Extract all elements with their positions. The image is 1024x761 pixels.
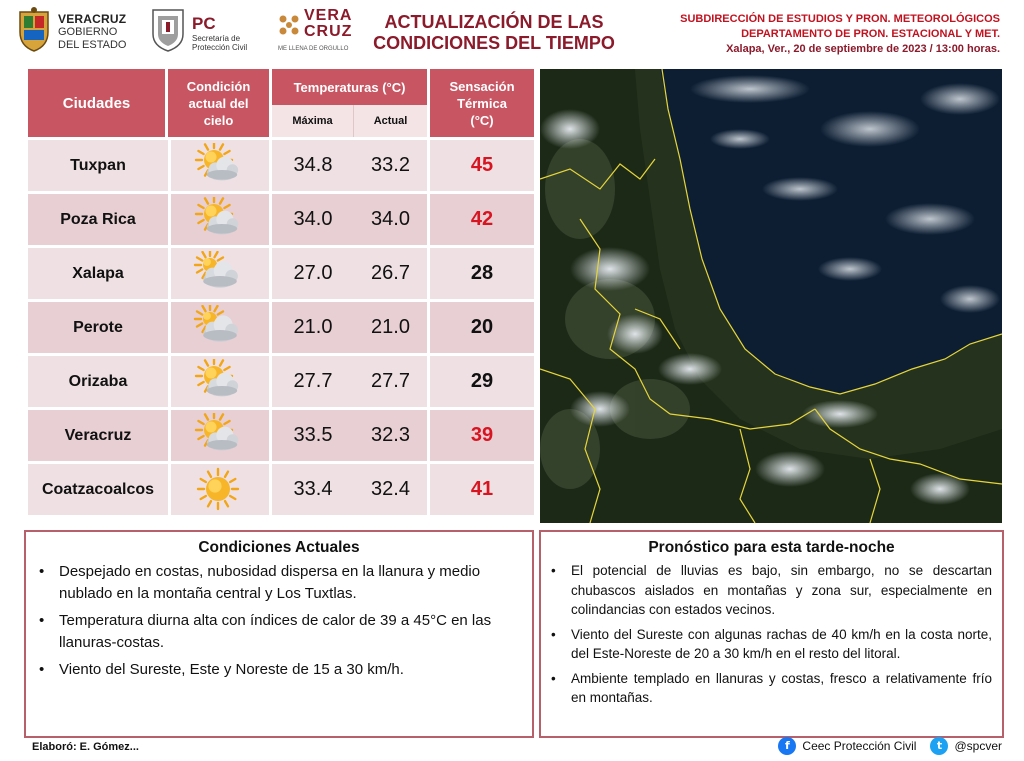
table-row [28, 461, 534, 515]
header-condicion [168, 69, 272, 137]
sky-condition [168, 137, 272, 191]
temp-actual: 32.3 [354, 407, 430, 461]
gov-logo-line1: VERACRUZ [58, 12, 127, 26]
temp-max: 27.0 [272, 245, 354, 299]
heat-index: 28 [430, 245, 534, 299]
pc-logo-title: PC [192, 14, 216, 33]
sky-condition [168, 299, 272, 353]
author-credit: Elaboró: E. Gómez... [32, 741, 139, 753]
condiciones-item: • Temperatura diurna alta con índices de calor de 39 a 45°C en las llanuras-costas. [59, 610, 522, 654]
table-row [28, 191, 534, 245]
mostly-cloudy-icon [192, 305, 248, 351]
temp-actual: 21.0 [354, 299, 430, 353]
table-row [28, 299, 534, 353]
partly-cloudy-icon [192, 413, 248, 459]
coat-of-arms-icon [16, 6, 52, 52]
city-name: Xalapa [28, 245, 168, 299]
gov-logo-line3: DEL ESTADO [58, 39, 127, 51]
pronostico-list [541, 561, 1002, 708]
issue-date: Xalapa, Ver., 20 de septiembre de 2023 / 13:00 horas. [726, 43, 1000, 55]
departamento-text: DEPARTAMENTO DE PRON. ESTACIONAL Y MET. [741, 28, 1000, 40]
pronostico-item: • El potencial de lluvias es bajo, sin embargo, no se descartan chubascos aislados en montañas y zona sur, especialmente en colindancias con estados vecinos. [571, 561, 992, 620]
temp-actual: 34.0 [354, 191, 430, 245]
header-condicion-l3: cielo [203, 112, 234, 128]
pc-logo-line2: Protección Civil [192, 43, 248, 52]
temp-actual: 33.2 [354, 137, 430, 191]
temp-actual: 26.7 [354, 245, 430, 299]
header-actual: Actual [354, 105, 430, 137]
proteccion-civil-logo [150, 6, 260, 56]
condiciones-actuales-box [24, 530, 534, 738]
pronostico-item: • Viento del Sureste con algunas rachas de 40 km/h en la costa norte, del Este-Noreste de 20 a 30 km/h en el resto del litoral. [571, 625, 992, 664]
heat-index: 45 [430, 137, 534, 191]
social-links [778, 737, 1002, 755]
city-name: Coatzacoalcos [28, 461, 168, 515]
header-maxima: Máxima [272, 105, 354, 137]
page-header [0, 0, 1024, 66]
city-name: Veracruz [28, 407, 168, 461]
heat-index: 41 [430, 461, 534, 515]
veracruz-brand-logo [276, 6, 354, 60]
pc-logo-line1: Secretaría de [192, 34, 241, 43]
heat-index: 39 [430, 407, 534, 461]
heat-index: 20 [430, 299, 534, 353]
facebook-link[interactable]: Ceec Protección Civil [802, 739, 917, 753]
temp-actual: 27.7 [354, 353, 430, 407]
gov-logo-line2: GOBIERNO [58, 26, 118, 38]
city-name: Orizaba [28, 353, 168, 407]
condiciones-title: Condiciones Actuales [198, 539, 360, 556]
temp-max: 34.0 [272, 191, 354, 245]
header-sensacion [430, 69, 534, 137]
temp-max: 33.5 [272, 407, 354, 461]
facebook-icon[interactable]: f [778, 737, 796, 755]
temp-max: 34.8 [272, 137, 354, 191]
partly-cloudy-icon [192, 359, 248, 405]
sky-condition [168, 461, 272, 515]
heat-index: 42 [430, 191, 534, 245]
sky-condition [168, 191, 272, 245]
heat-index: 29 [430, 353, 534, 407]
mostly-cloudy-icon [192, 251, 248, 297]
pronostico-item: • Ambiente templado en llanuras y costas, fresco a relativamente frío en montañas. [571, 669, 992, 708]
header-condicion-l2: actual del [188, 95, 249, 111]
satellite-map-graphic [540, 69, 1002, 523]
issuer-block [600, 12, 1000, 57]
header-condicion-l1: Condición [186, 78, 251, 94]
header-temperaturas: Temperaturas (°C) [272, 69, 430, 105]
pronostico-box [539, 530, 1004, 738]
table-row [28, 353, 534, 407]
header-sensacion-l1: Sensación [449, 78, 515, 94]
veracruz-mark-icon [276, 12, 302, 38]
sunny-icon [192, 467, 248, 513]
table-row [28, 137, 534, 191]
temp-max: 33.4 [272, 461, 354, 515]
city-name: Tuxpan [28, 137, 168, 191]
temp-actual: 32.4 [354, 461, 430, 515]
weather-table-body [28, 137, 534, 515]
condiciones-item: • Viento del Sureste, Este y Noreste de 15 a 30 km/h. [59, 659, 522, 681]
header-ciudades: Ciudades [28, 69, 168, 137]
pronostico-title: Pronóstico para esta tarde-noche [648, 539, 895, 556]
twitter-link[interactable]: @spcver [954, 739, 1002, 753]
sky-condition [168, 353, 272, 407]
subdireccion-text: SUBDIRECCIÓN DE ESTUDIOS Y PRON. METEOROLÓGICOS [680, 13, 1000, 25]
partly-cloudy-icon [192, 143, 248, 189]
title-line1: ACTUALIZACIÓN DE LAS [384, 12, 604, 32]
header-sensacion-l2: Térmica [457, 95, 507, 111]
pc-shield-icon [150, 6, 186, 52]
city-name: Perote [28, 299, 168, 353]
sky-condition [168, 245, 272, 299]
title-line2: CONDICIONES DEL TIEMPO [373, 33, 615, 53]
veracruz-government-logo [16, 6, 146, 56]
vc-logo-line1: VERA [304, 7, 353, 24]
temp-max: 21.0 [272, 299, 354, 353]
condiciones-item: • Despejado en costas, nubosidad dispersa en la llanura y medio nublado en la montaña central y Los Tuxtlas. [59, 561, 522, 605]
header-sensacion-l3: (°C) [470, 112, 494, 128]
page-title [355, 12, 633, 54]
temp-max: 27.7 [272, 353, 354, 407]
table-row [28, 245, 534, 299]
city-name: Poza Rica [28, 191, 168, 245]
weather-table [28, 69, 534, 515]
table-row [28, 407, 534, 461]
twitter-icon[interactable]: t [930, 737, 948, 755]
vc-logo-tagline: ME LLENA DE ORGULLO [278, 46, 349, 52]
satellite-image [540, 69, 1002, 523]
condiciones-list [26, 561, 532, 681]
vc-logo-line2: CRUZ [304, 23, 353, 40]
partly-cloudy-icon [192, 197, 248, 243]
sky-condition [168, 407, 272, 461]
